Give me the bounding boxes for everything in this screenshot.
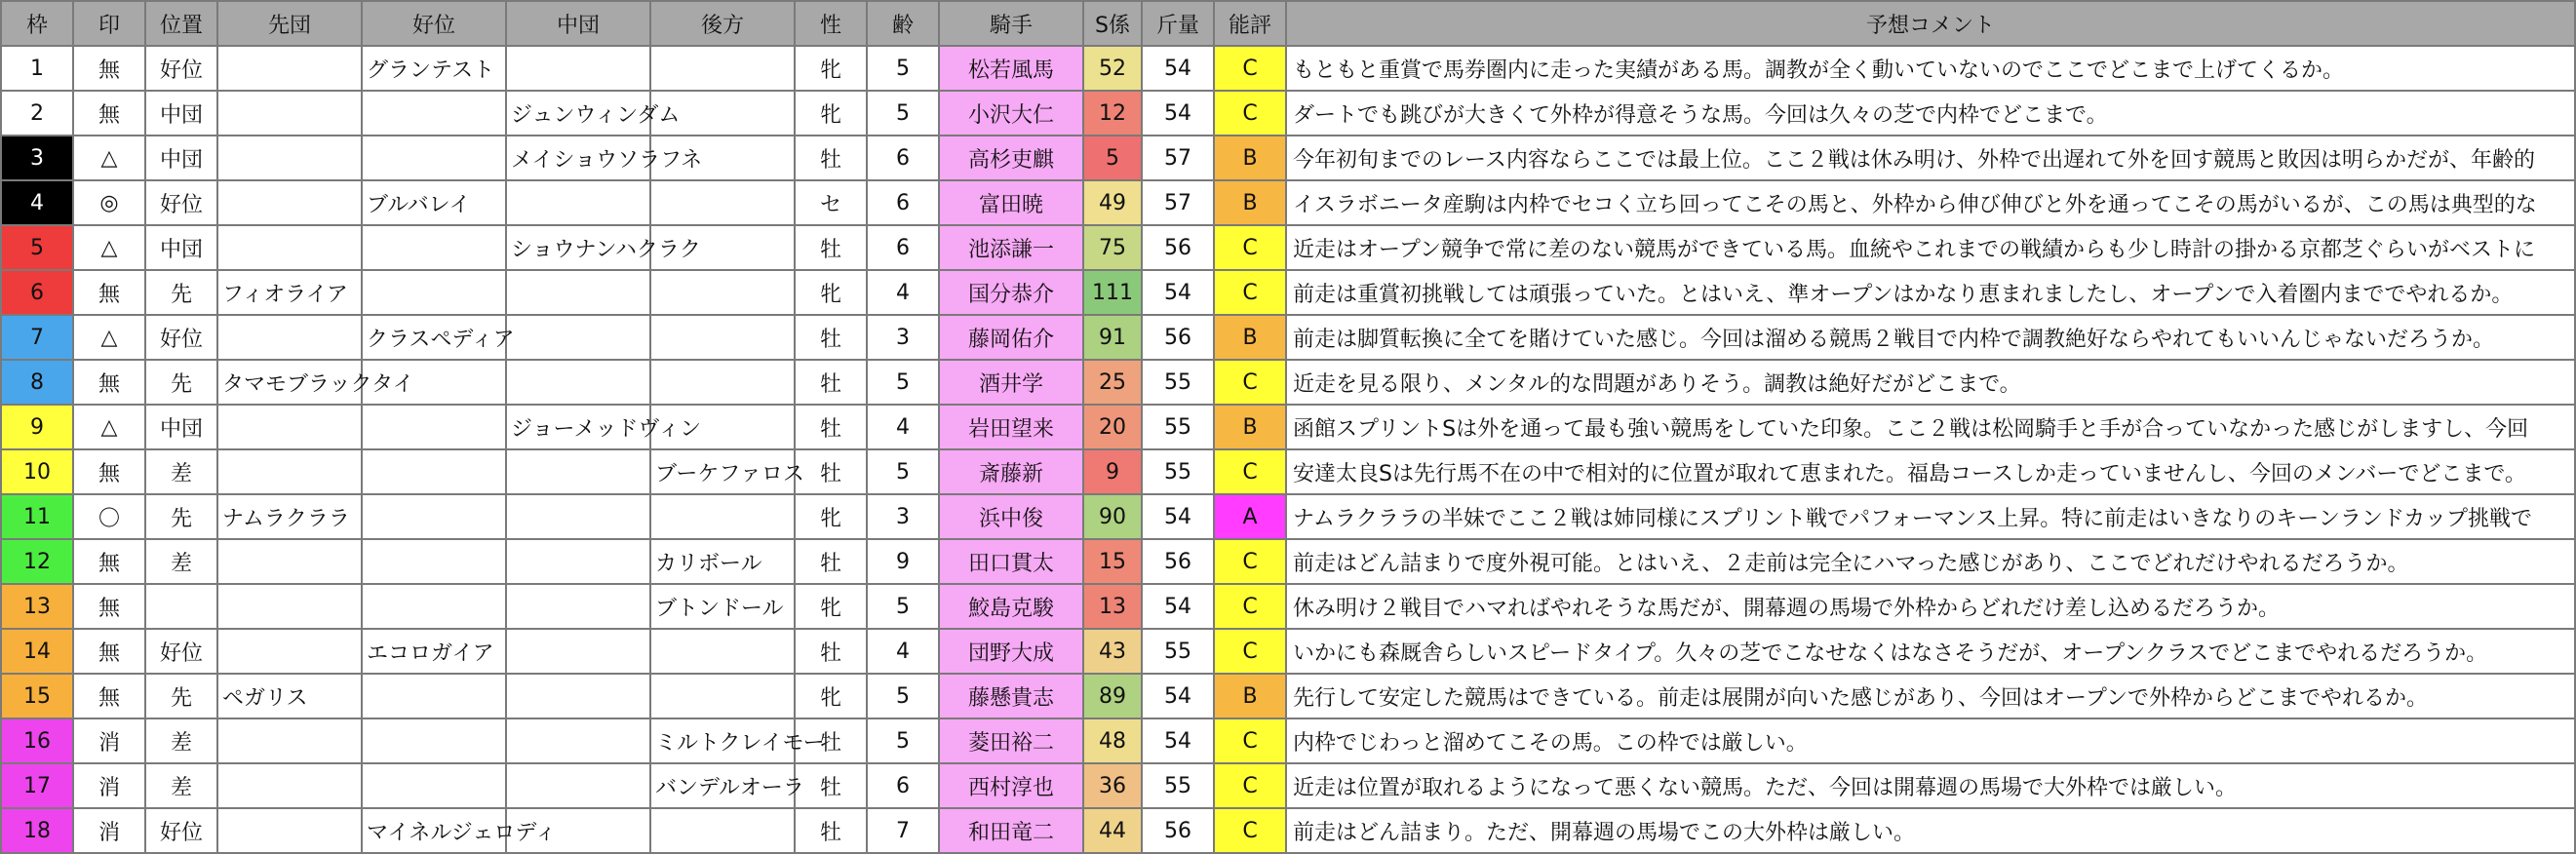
position-cell[interactable]: 好位 xyxy=(145,180,217,225)
lead-group-cell[interactable] xyxy=(217,718,362,763)
jockey-cell[interactable]: 高杉吏麒 xyxy=(939,136,1083,180)
sex-cell[interactable]: 牡 xyxy=(795,315,867,360)
header-age[interactable]: 齢 xyxy=(867,1,939,46)
score-cell[interactable]: 89 xyxy=(1083,674,1142,718)
lead-group-cell[interactable] xyxy=(217,539,362,584)
weight-cell[interactable]: 55 xyxy=(1142,629,1214,674)
score-cell[interactable]: 48 xyxy=(1083,718,1142,763)
mark-cell[interactable]: 無 xyxy=(73,539,145,584)
position-cell[interactable]: 好位 xyxy=(145,808,217,853)
position-cell[interactable]: 差 xyxy=(145,763,217,808)
lead-group-cell[interactable]: タマモブラックタイ xyxy=(217,360,362,405)
table-row[interactable] xyxy=(1,449,2575,494)
weight-cell[interactable]: 54 xyxy=(1142,270,1214,315)
sex-cell[interactable]: 牡 xyxy=(795,360,867,405)
table-row[interactable] xyxy=(1,629,2575,674)
mid-group-cell[interactable] xyxy=(506,763,650,808)
age-cell[interactable]: 5 xyxy=(867,46,939,91)
lead-group-cell[interactable] xyxy=(217,763,362,808)
jockey-cell[interactable]: 小沢大仁 xyxy=(939,91,1083,136)
rating-cell[interactable]: C xyxy=(1214,91,1286,136)
lead-group-cell[interactable] xyxy=(217,180,362,225)
sex-cell[interactable]: 牝 xyxy=(795,494,867,539)
age-cell[interactable]: 5 xyxy=(867,674,939,718)
mid-group-cell[interactable] xyxy=(506,270,650,315)
mark-cell[interactable]: 〇 xyxy=(73,494,145,539)
age-cell[interactable]: 5 xyxy=(867,91,939,136)
table-row[interactable] xyxy=(1,674,2575,718)
age-cell[interactable]: 4 xyxy=(867,629,939,674)
lead-group-cell[interactable]: フィオライア xyxy=(217,270,362,315)
good-position-cell[interactable] xyxy=(362,136,506,180)
mark-cell[interactable]: 無 xyxy=(73,584,145,629)
table-row[interactable] xyxy=(1,46,2575,91)
comment-cell[interactable]: もともと重賞で馬券圏内に走った実績がある馬。調教が全く動いていないのでここでどこまで上げてくるか。 xyxy=(1286,46,2575,91)
good-position-cell[interactable] xyxy=(362,539,506,584)
jockey-cell[interactable]: 池添謙一 xyxy=(939,225,1083,270)
age-cell[interactable]: 6 xyxy=(867,180,939,225)
table-row[interactable] xyxy=(1,718,2575,763)
jockey-cell[interactable]: 藤懸貴志 xyxy=(939,674,1083,718)
mark-cell[interactable]: 無 xyxy=(73,360,145,405)
rear-cell[interactable]: ブトンドール xyxy=(650,584,795,629)
rear-cell[interactable]: ブーケファロス xyxy=(650,449,795,494)
mid-group-cell[interactable]: ショウナンハクラク xyxy=(506,225,650,270)
mark-cell[interactable]: △ xyxy=(73,315,145,360)
table-row[interactable] xyxy=(1,91,2575,136)
jockey-cell[interactable]: 富田暁 xyxy=(939,180,1083,225)
jockey-cell[interactable]: 団野大成 xyxy=(939,629,1083,674)
position-cell[interactable]: 差 xyxy=(145,449,217,494)
score-cell[interactable]: 91 xyxy=(1083,315,1142,360)
waku-cell[interactable]: 2 xyxy=(1,91,73,136)
table-row[interactable] xyxy=(1,225,2575,270)
jockey-cell[interactable]: 酒井学 xyxy=(939,360,1083,405)
position-cell[interactable]: 好位 xyxy=(145,315,217,360)
sex-cell[interactable]: 牡 xyxy=(795,136,867,180)
rating-cell[interactable]: C xyxy=(1214,584,1286,629)
table-body xyxy=(1,46,2575,853)
jockey-cell[interactable]: 田口貫太 xyxy=(939,539,1083,584)
sex-cell[interactable]: 牝 xyxy=(795,270,867,315)
good-position-cell[interactable] xyxy=(362,674,506,718)
header-comment[interactable]: 予想コメント xyxy=(1286,1,2575,46)
table-row[interactable] xyxy=(1,584,2575,629)
comment-cell[interactable]: 休み明け２戦目でハマればやれそうな馬だが、開幕週の馬場で外枠からどれだけ差し込めるだろうか。 xyxy=(1286,584,2575,629)
age-cell[interactable]: 7 xyxy=(867,808,939,853)
rating-cell[interactable]: C xyxy=(1214,808,1286,853)
mid-group-cell[interactable] xyxy=(506,674,650,718)
header-row xyxy=(1,1,2575,46)
sex-cell[interactable]: 牡 xyxy=(795,629,867,674)
rating-cell[interactable]: B xyxy=(1214,180,1286,225)
comment-cell[interactable]: 函館スプリントSは外を通って最も強い競馬をしていた印象。ここ２戦は松岡騎手と手が合っていなかった感じがしますし、今回 xyxy=(1286,405,2575,449)
comment-cell[interactable]: 近走はオープン競争で常に差のない競馬ができている馬。血統やこれまでの戦績からも少し時計の掛かる京都芝ぐらいがベストに xyxy=(1286,225,2575,270)
waku-cell[interactable]: 1 xyxy=(1,46,73,91)
score-cell[interactable]: 49 xyxy=(1083,180,1142,225)
lead-group-cell[interactable] xyxy=(217,808,362,853)
weight-cell[interactable]: 54 xyxy=(1142,674,1214,718)
jockey-cell[interactable]: 西村淳也 xyxy=(939,763,1083,808)
waku-cell[interactable]: 5 xyxy=(1,225,73,270)
weight-cell[interactable]: 54 xyxy=(1142,584,1214,629)
position-cell[interactable] xyxy=(145,584,217,629)
sex-cell[interactable]: 牡 xyxy=(795,405,867,449)
comment-cell[interactable]: 前走はどん詰まりで度外視可能。とはいえ、２走前は完全にハマった感じがあり、ここでどれだけやれるだろうか。 xyxy=(1286,539,2575,584)
good-position-cell[interactable]: クラスペディア xyxy=(362,315,506,360)
waku-cell[interactable]: 15 xyxy=(1,674,73,718)
mid-group-cell[interactable]: メイショウソラフネ xyxy=(506,136,650,180)
jockey-cell[interactable]: 和田竜二 xyxy=(939,808,1083,853)
age-cell[interactable]: 4 xyxy=(867,270,939,315)
age-cell[interactable]: 4 xyxy=(867,405,939,449)
age-cell[interactable]: 5 xyxy=(867,449,939,494)
lead-group-cell[interactable] xyxy=(217,629,362,674)
age-cell[interactable]: 3 xyxy=(867,315,939,360)
mark-cell[interactable]: △ xyxy=(73,225,145,270)
good-position-cell[interactable] xyxy=(362,718,506,763)
weight-cell[interactable]: 56 xyxy=(1142,225,1214,270)
weight-cell[interactable]: 55 xyxy=(1142,449,1214,494)
lead-group-cell[interactable] xyxy=(217,584,362,629)
rear-cell[interactable]: バンデルオーラ xyxy=(650,763,795,808)
header-jockey[interactable]: 騎手 xyxy=(939,1,1083,46)
table-row[interactable] xyxy=(1,360,2575,405)
mark-cell[interactable]: 無 xyxy=(73,46,145,91)
comment-cell[interactable]: 先行して安定した競馬はできている。前走は展開が向いた感じがあり、今回はオープンで外枠からどこまでやれるか。 xyxy=(1286,674,2575,718)
position-cell[interactable]: 好位 xyxy=(145,629,217,674)
good-position-cell[interactable] xyxy=(362,270,506,315)
table-row[interactable] xyxy=(1,763,2575,808)
score-cell[interactable]: 75 xyxy=(1083,225,1142,270)
waku-cell[interactable]: 10 xyxy=(1,449,73,494)
mark-cell[interactable]: △ xyxy=(73,405,145,449)
waku-cell[interactable]: 11 xyxy=(1,494,73,539)
rating-cell[interactable]: C xyxy=(1214,449,1286,494)
rating-cell[interactable]: C xyxy=(1214,46,1286,91)
score-cell[interactable]: 44 xyxy=(1083,808,1142,853)
good-position-cell[interactable] xyxy=(362,405,506,449)
lead-group-cell[interactable] xyxy=(217,46,362,91)
sex-cell[interactable]: 牡 xyxy=(795,539,867,584)
rear-cell[interactable] xyxy=(650,270,795,315)
header-mark[interactable]: 印 xyxy=(73,1,145,46)
table-row[interactable] xyxy=(1,270,2575,315)
position-cell[interactable]: 中団 xyxy=(145,405,217,449)
jockey-cell[interactable]: 鮫島克駿 xyxy=(939,584,1083,629)
weight-cell[interactable]: 54 xyxy=(1142,91,1214,136)
rating-cell[interactable]: A xyxy=(1214,494,1286,539)
sex-cell[interactable]: 牡 xyxy=(795,718,867,763)
rear-cell[interactable] xyxy=(650,46,795,91)
sex-cell[interactable]: セ xyxy=(795,180,867,225)
table-row[interactable] xyxy=(1,136,2575,180)
header-lead-group[interactable]: 先団 xyxy=(217,1,362,46)
good-position-cell[interactable] xyxy=(362,225,506,270)
mid-group-cell[interactable] xyxy=(506,539,650,584)
table-row[interactable] xyxy=(1,494,2575,539)
position-cell[interactable]: 先 xyxy=(145,360,217,405)
comment-cell[interactable]: イスラボニータ産駒は内枠でセコく立ち回ってこその馬と、外枠から伸び伸びと外を通ってこその馬がいるが、この馬は典型的な xyxy=(1286,180,2575,225)
mark-cell[interactable]: 消 xyxy=(73,763,145,808)
rating-cell[interactable]: B xyxy=(1214,136,1286,180)
waku-cell[interactable]: 7 xyxy=(1,315,73,360)
weight-cell[interactable]: 56 xyxy=(1142,808,1214,853)
rear-cell[interactable] xyxy=(650,494,795,539)
good-position-cell[interactable] xyxy=(362,763,506,808)
waku-cell[interactable]: 17 xyxy=(1,763,73,808)
mid-group-cell[interactable]: ジュンウィンダム xyxy=(506,91,650,136)
header-score[interactable]: S係 xyxy=(1083,1,1142,46)
lead-group-cell[interactable]: ペガリス xyxy=(217,674,362,718)
rating-cell[interactable]: B xyxy=(1214,674,1286,718)
comment-cell[interactable]: ナムラクララの半妹でここ２戦は姉同様にスプリント戦でパフォーマンス上昇。特に前走はいきなりのキーンランドカップ挑戦で xyxy=(1286,494,2575,539)
score-cell[interactable]: 90 xyxy=(1083,494,1142,539)
waku-cell[interactable]: 8 xyxy=(1,360,73,405)
header-rear[interactable]: 後方 xyxy=(650,1,795,46)
score-cell[interactable]: 20 xyxy=(1083,405,1142,449)
table-row[interactable] xyxy=(1,405,2575,449)
jockey-cell[interactable]: 国分恭介 xyxy=(939,270,1083,315)
age-cell[interactable]: 9 xyxy=(867,539,939,584)
weight-cell[interactable]: 55 xyxy=(1142,763,1214,808)
comment-cell[interactable]: 前走は重賞初挑戦しては頑張っていた。とはいえ、準オープンはかなり恵まれましたし、オープンで入着圏内まででやれるか。 xyxy=(1286,270,2575,315)
mark-cell[interactable]: 無 xyxy=(73,629,145,674)
header-sex[interactable]: 性 xyxy=(795,1,867,46)
age-cell[interactable]: 3 xyxy=(867,494,939,539)
good-position-cell[interactable] xyxy=(362,494,506,539)
age-cell[interactable]: 6 xyxy=(867,763,939,808)
good-position-cell[interactable] xyxy=(362,449,506,494)
score-cell[interactable]: 13 xyxy=(1083,584,1142,629)
rear-cell[interactable] xyxy=(650,180,795,225)
mid-group-cell[interactable] xyxy=(506,449,650,494)
header-mid-group[interactable]: 中団 xyxy=(506,1,650,46)
comment-cell[interactable]: ダートでも跳びが大きくて外枠が得意そうな馬。今回は久々の芝で内枠でどこまで。 xyxy=(1286,91,2575,136)
mid-group-cell[interactable] xyxy=(506,629,650,674)
jockey-cell[interactable]: 岩田望来 xyxy=(939,405,1083,449)
table-row[interactable] xyxy=(1,808,2575,853)
sex-cell[interactable]: 牝 xyxy=(795,91,867,136)
good-position-cell[interactable] xyxy=(362,91,506,136)
mid-group-cell[interactable] xyxy=(506,180,650,225)
rating-cell[interactable]: C xyxy=(1214,718,1286,763)
weight-cell[interactable]: 57 xyxy=(1142,136,1214,180)
weight-cell[interactable]: 55 xyxy=(1142,360,1214,405)
good-position-cell[interactable]: ブルバレイ xyxy=(362,180,506,225)
lead-group-cell[interactable] xyxy=(217,91,362,136)
sex-cell[interactable]: 牡 xyxy=(795,225,867,270)
mid-group-cell[interactable] xyxy=(506,46,650,91)
position-cell[interactable]: 差 xyxy=(145,539,217,584)
good-position-cell[interactable]: エコロガイア xyxy=(362,629,506,674)
waku-cell[interactable]: 6 xyxy=(1,270,73,315)
mid-group-cell[interactable]: ジョーメッドヴィン xyxy=(506,405,650,449)
score-cell[interactable]: 43 xyxy=(1083,629,1142,674)
weight-cell[interactable]: 55 xyxy=(1142,405,1214,449)
rating-cell[interactable]: C xyxy=(1214,629,1286,674)
score-cell[interactable]: 12 xyxy=(1083,91,1142,136)
rating-cell[interactable]: C xyxy=(1214,539,1286,584)
mark-cell[interactable]: 無 xyxy=(73,270,145,315)
mark-cell[interactable]: 無 xyxy=(73,91,145,136)
mark-cell[interactable]: △ xyxy=(73,136,145,180)
waku-cell[interactable]: 9 xyxy=(1,405,73,449)
score-cell[interactable]: 36 xyxy=(1083,763,1142,808)
mark-cell[interactable]: 無 xyxy=(73,674,145,718)
good-position-cell[interactable] xyxy=(362,584,506,629)
comment-cell[interactable]: 安達太良Sは先行馬不在の中で相対的に位置が取れて恵まれた。福島コースしか走っていませんし、今回のメンバーでどこまで。 xyxy=(1286,449,2575,494)
mark-cell[interactable]: 消 xyxy=(73,718,145,763)
jockey-cell[interactable]: 松若風馬 xyxy=(939,46,1083,91)
lead-group-cell[interactable] xyxy=(217,136,362,180)
rating-cell[interactable]: B xyxy=(1214,405,1286,449)
sex-cell[interactable]: 牡 xyxy=(795,763,867,808)
good-position-cell[interactable]: グランテスト xyxy=(362,46,506,91)
lead-group-cell[interactable] xyxy=(217,315,362,360)
rating-cell[interactable]: C xyxy=(1214,270,1286,315)
comment-cell[interactable]: 前走はどん詰まり。ただ、開幕週の馬場でこの大外枠は厳しい。 xyxy=(1286,808,2575,853)
sex-cell[interactable]: 牝 xyxy=(795,674,867,718)
position-cell[interactable]: 先 xyxy=(145,494,217,539)
jockey-cell[interactable]: 藤岡佑介 xyxy=(939,315,1083,360)
mark-cell[interactable]: 無 xyxy=(73,449,145,494)
sex-cell[interactable]: 牝 xyxy=(795,46,867,91)
score-cell[interactable]: 52 xyxy=(1083,46,1142,91)
header-good-position[interactable]: 好位 xyxy=(362,1,506,46)
age-cell[interactable]: 5 xyxy=(867,584,939,629)
lead-group-cell[interactable] xyxy=(217,449,362,494)
position-cell[interactable]: 好位 xyxy=(145,46,217,91)
waku-cell[interactable]: 16 xyxy=(1,718,73,763)
mid-group-cell[interactable] xyxy=(506,494,650,539)
comment-cell[interactable]: 今年初旬までのレース内容ならここでは最上位。ここ２戦は休み明け、外枠で出遅れて外を回す競馬と敗因は明らかだが、年齢的 xyxy=(1286,136,2575,180)
weight-cell[interactable]: 57 xyxy=(1142,180,1214,225)
position-cell[interactable]: 中団 xyxy=(145,136,217,180)
age-cell[interactable]: 5 xyxy=(867,360,939,405)
table-row[interactable] xyxy=(1,315,2575,360)
weight-cell[interactable]: 56 xyxy=(1142,315,1214,360)
comment-cell[interactable]: 近走を見る限り、メンタル的な問題がありそう。調教は絶好だがどこまで。 xyxy=(1286,360,2575,405)
score-cell[interactable]: 25 xyxy=(1083,360,1142,405)
header-rating[interactable]: 能評 xyxy=(1214,1,1286,46)
rating-cell[interactable]: C xyxy=(1214,225,1286,270)
sex-cell[interactable]: 牝 xyxy=(795,584,867,629)
comment-cell[interactable]: 近走は位置が取れるようになって悪くない競馬。ただ、今回は開幕週の馬場で大外枠では厳しい。 xyxy=(1286,763,2575,808)
waku-cell[interactable]: 4 xyxy=(1,180,73,225)
mark-cell[interactable]: 消 xyxy=(73,808,145,853)
score-cell[interactable]: 111 xyxy=(1083,270,1142,315)
weight-cell[interactable]: 54 xyxy=(1142,46,1214,91)
jockey-cell[interactable]: 菱田裕二 xyxy=(939,718,1083,763)
lead-group-cell[interactable] xyxy=(217,225,362,270)
mid-group-cell[interactable] xyxy=(506,584,650,629)
comment-cell[interactable]: 前走は脚質転換に全てを賭けていた感じ。今回は溜める競馬２戦目で内枠で調教絶好ならやれてもいいんじゃないだろうか。 xyxy=(1286,315,2575,360)
rear-cell[interactable] xyxy=(650,629,795,674)
lead-group-cell[interactable] xyxy=(217,405,362,449)
rating-cell[interactable]: B xyxy=(1214,315,1286,360)
rear-cell[interactable] xyxy=(650,360,795,405)
rear-cell[interactable] xyxy=(650,315,795,360)
header-waku[interactable]: 枠 xyxy=(1,1,73,46)
jockey-cell[interactable]: 浜中俊 xyxy=(939,494,1083,539)
waku-cell[interactable]: 12 xyxy=(1,539,73,584)
score-cell[interactable]: 9 xyxy=(1083,449,1142,494)
position-cell[interactable]: 先 xyxy=(145,674,217,718)
rear-cell[interactable]: ミルトクレイモー xyxy=(650,718,795,763)
waku-cell[interactable]: 3 xyxy=(1,136,73,180)
score-cell[interactable]: 5 xyxy=(1083,136,1142,180)
waku-cell[interactable]: 14 xyxy=(1,629,73,674)
age-cell[interactable]: 6 xyxy=(867,136,939,180)
jockey-cell[interactable]: 斎藤新 xyxy=(939,449,1083,494)
header-position[interactable]: 位置 xyxy=(145,1,217,46)
weight-cell[interactable]: 56 xyxy=(1142,539,1214,584)
position-cell[interactable]: 中団 xyxy=(145,225,217,270)
table-row[interactable] xyxy=(1,539,2575,584)
comment-cell[interactable]: 内枠でじわっと溜めてこその馬。この枠では厳しい。 xyxy=(1286,718,2575,763)
sex-cell[interactable]: 牡 xyxy=(795,449,867,494)
rating-cell[interactable]: C xyxy=(1214,763,1286,808)
age-cell[interactable]: 6 xyxy=(867,225,939,270)
mid-group-cell[interactable] xyxy=(506,718,650,763)
position-cell[interactable]: 先 xyxy=(145,270,217,315)
table-row[interactable] xyxy=(1,180,2575,225)
header-weight[interactable]: 斤量 xyxy=(1142,1,1214,46)
comment-cell[interactable]: いかにも森厩舎らしいスピードタイプ。久々の芝でこなせなくはなさそうだが、オープンクラスでどこまでやれるだろうか。 xyxy=(1286,629,2575,674)
waku-cell[interactable]: 18 xyxy=(1,808,73,853)
position-cell[interactable]: 差 xyxy=(145,718,217,763)
score-cell[interactable]: 15 xyxy=(1083,539,1142,584)
rear-cell[interactable]: カリボール xyxy=(650,539,795,584)
rear-cell[interactable] xyxy=(650,674,795,718)
good-position-cell[interactable]: マイネルジェロディ xyxy=(362,808,506,853)
sex-cell[interactable]: 牡 xyxy=(795,808,867,853)
rating-cell[interactable]: C xyxy=(1214,360,1286,405)
age-cell[interactable]: 5 xyxy=(867,718,939,763)
rear-cell[interactable] xyxy=(650,808,795,853)
mid-group-cell[interactable] xyxy=(506,360,650,405)
table-header xyxy=(1,1,2575,46)
weight-cell[interactable]: 54 xyxy=(1142,718,1214,763)
mark-cell[interactable]: ◎ xyxy=(73,180,145,225)
mid-group-cell[interactable] xyxy=(506,315,650,360)
weight-cell[interactable]: 54 xyxy=(1142,494,1214,539)
lead-group-cell[interactable]: ナムラクララ xyxy=(217,494,362,539)
waku-cell[interactable]: 13 xyxy=(1,584,73,629)
position-cell[interactable]: 中団 xyxy=(145,91,217,136)
